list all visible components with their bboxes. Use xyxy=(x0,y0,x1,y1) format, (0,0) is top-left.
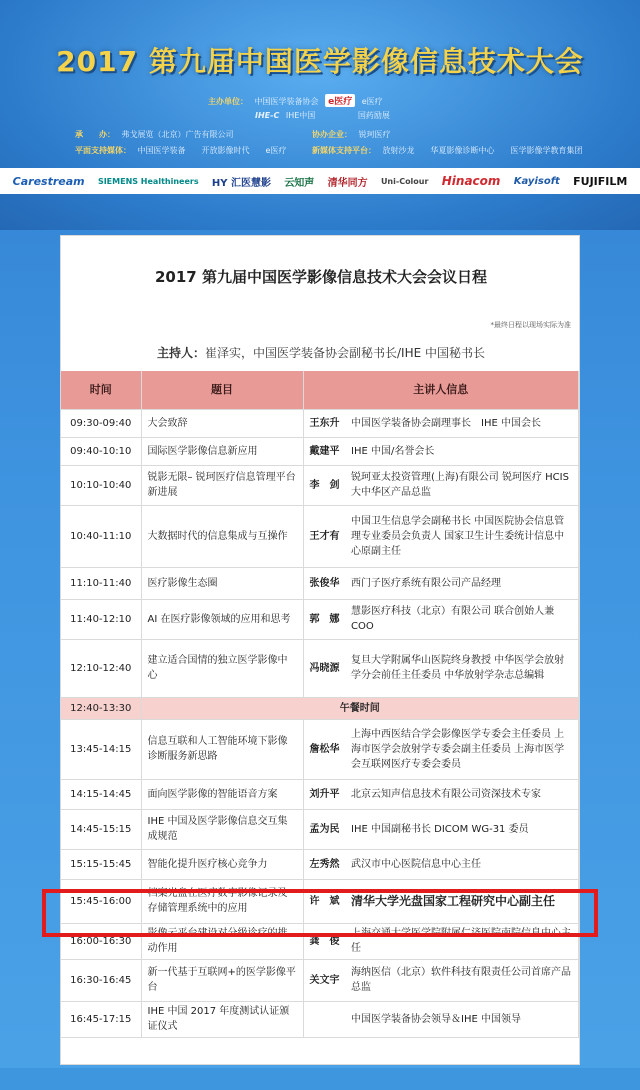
schedule-table xyxy=(61,371,579,1038)
sponsor-bar xyxy=(0,168,640,194)
table-row: 09:40-10:10 国际医学影像信息新应用 戴建平 IHE 中国/名誉会长 xyxy=(61,437,579,465)
bottom-strip xyxy=(0,1068,640,1090)
table-row: 16:30-16:45 新一代基于互联网+的医学影像平台 关文宇 海纳医信（北京）软件科技有限责任公司首席产品总监 xyxy=(61,959,579,1001)
table-row: 09:30-09:40 大会致辞 王东升 中国医学装备协会副理事长 IHE 中国会长 xyxy=(61,409,579,437)
lunch-row: 12:40-13:30 午餐时间 xyxy=(61,697,579,719)
table-row: 11:40-12:10 AI 在医疗影像领域的应用和思考 郭 娜 慧影医疗科技（北京）有限公司 联合创始人兼 COO xyxy=(61,599,579,639)
schedule-card xyxy=(60,235,580,1065)
table-row: 14:45-15:15 IHE 中国及医学影像信息交互集成规范 孟为民 IHE 中国副秘书长 DICOM WG-31 委员 xyxy=(61,809,579,849)
conference-title: 2017 第九届中国医学影像信息技术大会 xyxy=(56,45,584,78)
cooperate-row: 协办企业： 锐珂医疗 xyxy=(312,130,391,139)
table-header-row xyxy=(61,371,579,409)
schedule-title: 2017 第九届中国医学影像信息技术大会会议日程 xyxy=(155,268,487,286)
tongfang-logo: 清华同方 xyxy=(327,177,368,189)
carestream-logo: Carestream xyxy=(12,174,85,188)
kayisoft-logo: Kayisoft xyxy=(513,175,560,187)
platform-row: 平面支持媒体： 中国医学装备 开放影像时代 e医疗 xyxy=(75,146,287,155)
header-speaker: 主讲人信息 xyxy=(303,371,579,409)
header-topic: 题目 xyxy=(141,371,303,409)
newmedia-row: 新媒体支持平台： 放射沙龙 华夏影像诊断中心 医学影像学教育集团 xyxy=(312,146,583,155)
organizer-row: 主办单位： 中国医学装备协会 e医疗 e医疗 xyxy=(208,94,383,107)
table-row: 10:40-11:10 大数据时代的信息集成与互操作 王才有 中国卫生信息学会副秘书长 中国医院协会信息管理专业委员会负责人 国家卫生计生委统计信息中心原副主任 xyxy=(61,505,579,567)
e-medical-logo: e医疗 xyxy=(325,94,355,107)
highlight-frame xyxy=(42,889,598,937)
hinacom-logo: Hinacom xyxy=(441,174,501,188)
siemens-logo: SIEMENS Healthineers xyxy=(97,176,199,186)
table-row: 13:45-14:15 信息互联和人工智能环境下影像诊断服务新思路 詹松华 上海中西医结合学会影像医学专委会主任委员 上海市医学会放射学专委会副主任委员 上海市医学会互联网医疗专委会委员 xyxy=(61,719,579,779)
host-line: 主持人：崔泽实，中国医学装备协会副秘书长/IHE 中国秘书长 xyxy=(156,346,486,360)
header-time: 时间 xyxy=(61,371,141,409)
schedule-note: *最终日程以现场实际为准 xyxy=(490,321,571,329)
undertaker-row: 承 办： 弗戈展览（北京）广告有限公司 xyxy=(75,130,234,139)
unicolour-logo: Uni-Colour xyxy=(380,176,429,186)
organizer-row-2: IHE-C IHE中国 国药励展 xyxy=(255,111,390,120)
table-row: 16:45-17:15 IHE 中国 2017 年度测试认证颁证仪式 中国医学装备协会领导＆IHE 中国领导 xyxy=(61,1001,579,1037)
yunzhisheng-logo: 云知声 xyxy=(284,177,315,189)
table-row: 10:10-10:40 锐影无限– 锐珂医疗信息管理平台新进展 李 剑 锐珂亚太投资管理(上海)有限公司 锐珂医疗 HCIS 大中华区产品总监 xyxy=(61,465,579,505)
fujifilm-logo: FUJIFILM xyxy=(573,174,628,188)
poster-header xyxy=(0,0,640,230)
table-row: 14:15-14:45 面向医学影像的智能语音方案 刘升平 北京云知声信息技术有限公司资深技术专家 xyxy=(61,779,579,809)
table-row: 12:10-12:40 建立适合国情的独立医学影像中心 冯晓源 复旦大学附属华山医院终身教授 中华医学会放射学分会前任主任委员 中华放射学杂志总编辑 xyxy=(61,639,579,697)
table-row: 16:00-16:30 影像云平台建设对分级诊疗的推动作用 龚 俊 上海交通大学医学院附属仁济医院南院信息中心主任 xyxy=(61,923,579,959)
table-row: 15:15-15:45 智能化提升医疗核心竞争力 左秀然 武汉市中心医院信息中心主任 xyxy=(61,849,579,879)
table-row-highlighted: 15:45-16:00 档案光盘在医疗数字影像记录及存储管理系统中的应用 许 斌 清华大学光盘国家工程研究中心副主任 xyxy=(61,879,579,923)
huiyi-logo: HY 汇医慧影 xyxy=(211,177,271,189)
table-row: 11:10-11:40 医疗影像生态圈 张俊华 西门子医疗系统有限公司产品经理 xyxy=(61,567,579,599)
